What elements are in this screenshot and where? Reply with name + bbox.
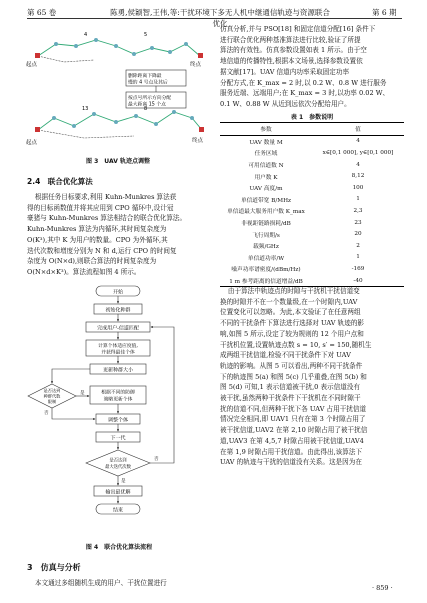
table-cell: 20 xyxy=(354,231,362,238)
s24-line: 豪猪与 Kuhn-Munkres 算法相结合的联合优化算法。 xyxy=(27,214,187,223)
fig3-d1-bottom: 13 xyxy=(82,106,89,112)
fig3-d1-top: 4 xyxy=(84,32,88,38)
rb-line: 下的轨迹图 5(a) 和图 5(c) 几乎重叠,在图 5(b) 和 xyxy=(220,372,367,381)
rb-line: 不同的干扰条件下算法进行选择对 UAV 轨迹的影 xyxy=(220,319,365,328)
fc-no2-label: 否 xyxy=(154,457,159,462)
table-1 xyxy=(220,122,404,287)
fig3-d2-bottom: 8 xyxy=(144,106,148,112)
table-cell: 23 xyxy=(354,219,362,226)
table-cell: 2 xyxy=(356,242,360,249)
rt-line: 服务近端、远端用户;在 K_max = 3 时,以功率 0.02 W、 xyxy=(220,89,390,98)
rb-line: 道,UAV3 在第 4,5,7 时隙占用被干扰信道,UAV4 xyxy=(220,436,364,445)
section-2-4-heading: 2.4 联合优化算法 xyxy=(27,177,93,186)
table-cell: x∈[0,1 000], y∈[0,1 000] xyxy=(322,149,394,156)
table-cell: 飞行周期/s xyxy=(252,232,280,239)
fc-end: 结束 xyxy=(112,507,124,514)
right-bottom-paragraph xyxy=(220,286,404,468)
section-3-heading: 3 仿真与分析 xyxy=(27,563,81,572)
rt-line: 分配方式,在 K_max = 2 时,以 0.2 W、0.8 W 进行服务 xyxy=(220,78,387,87)
table-row xyxy=(220,182,404,194)
fig3-end-bottom: 终点 xyxy=(192,138,204,144)
s24-line: Kuhn-Munkres 算法为内循环,其时间复杂度为 xyxy=(27,225,167,234)
table-1-title: 表 1 参数说明 xyxy=(290,114,334,121)
fc-update2-line2: 策略更新个体 xyxy=(103,397,133,403)
table-row xyxy=(220,194,404,206)
s24-line: 杂度为 O(N×d),则联合算法的时间复杂度为 xyxy=(27,257,157,266)
figure-3 xyxy=(24,26,212,154)
fc-start: 开始 xyxy=(112,289,124,296)
figure-4-caption: 图 4 联合优化算法流程 xyxy=(85,544,153,551)
header-volume: 第 65 卷 xyxy=(27,8,57,17)
rb-line: 干扰机位置,设置轨迹点数 s = 10, s′ = 150,随机生 xyxy=(220,340,372,349)
fc-update: 更新种群大小 xyxy=(102,367,134,374)
rb-line: 被干扰,虽然两种干扰条件下干扰机在不同时隙干 xyxy=(220,394,361,403)
table-cell: 1 xyxy=(356,254,360,261)
section-2-4-paragraph xyxy=(27,192,213,278)
right-top-paragraph xyxy=(220,24,404,110)
table-cell: 载频/GHz xyxy=(253,244,279,251)
rb-line: 成两组干扰信道,检验不同干扰条件下对 UAV xyxy=(220,351,351,360)
rt-line: 仿真分析,并与 PSO[18] 和固定信道分配[16] 条件下 xyxy=(220,25,376,33)
fc-no-label: 否 xyxy=(44,411,49,416)
rb-line: 轨迹的影响。从图 5 可以看出,两种不同干扰条件 xyxy=(220,361,363,370)
table-row xyxy=(220,275,404,287)
fc-yes-label: 是 xyxy=(80,391,85,396)
fig3-start-bottom: 起点 xyxy=(26,140,38,146)
fc-decision2-line1: 是否达到 xyxy=(109,458,127,464)
table-cell: UAV 高度/m xyxy=(249,186,283,193)
rt-line: 0.1 W、0.88 W 从近到远依次分配给用户。 xyxy=(220,99,351,108)
rb-line: 图 5(d) 可知,1 表示信道被干扰,0 表示信道没有 xyxy=(220,383,361,392)
rb-line: 位置变化可以忽略。为此,本文验证了在任意两组 xyxy=(220,308,361,317)
table-cell: -40 xyxy=(312,275,404,287)
rb-line: 在第 1,9 时隙占用干扰信道。由此得出,该算法下 xyxy=(220,447,363,456)
table-header: 参数 xyxy=(220,123,312,136)
rb-line: 响,如图 5 所示,设定了较为规则的 12 个用户点和 xyxy=(220,329,364,338)
table-cell: -169 xyxy=(351,265,365,272)
table-cell: 单信道功率/W xyxy=(247,255,285,262)
header-title: 陈勇,侯颖智,王伟,等:干扰环境下多无人机中继通信轨迹与资源联合优化 xyxy=(110,8,330,28)
fig3-d2-top: 5 xyxy=(144,32,148,38)
table-cell: 任务区域 xyxy=(254,151,278,158)
fc-compute-line1: 计算个体适应度值, xyxy=(98,344,138,349)
table-row xyxy=(220,147,404,159)
table-cell: 4 xyxy=(356,161,360,168)
fig3-box1-line1: 删除距离下降最 xyxy=(128,74,162,79)
section-3-intro: 本文通过多组随机生成的用户、干扰位置进行 xyxy=(34,579,167,587)
table-row xyxy=(220,170,404,182)
table-cell: 4 xyxy=(356,138,360,145)
table-cell: 单信道最大服务用户数 K_max xyxy=(227,209,305,216)
table-header: 值 xyxy=(312,123,404,136)
table-row xyxy=(220,240,404,252)
s24-line: O(N×d×K³)。算法流程如图 4 所示。 xyxy=(27,267,141,276)
table-row xyxy=(220,252,404,264)
rb-line: 换的时隙并不在一个数量级,在一个时隙内,UAV xyxy=(220,297,358,306)
table-cell: 1 xyxy=(356,196,360,203)
fc-adjust: 调整个体 xyxy=(107,417,129,424)
fc-assign: 完成用户-信道匹配 xyxy=(97,325,139,332)
figure-4-flowchart xyxy=(24,282,214,538)
s24-line: O(K³),其中 K 为用户的数量。CPO 为外循环,其 xyxy=(27,235,168,244)
table-cell: 单信道带宽 B/MHz xyxy=(240,197,292,204)
table-row xyxy=(220,205,404,217)
rb-line: UAV 的轨迹与干扰的信道没有关系。这是因为在 xyxy=(220,458,362,467)
table-cell: 非视距链路损耗/dB xyxy=(241,221,291,228)
table-cell: 8,12 xyxy=(351,173,365,180)
table-cell: 100 xyxy=(352,184,364,191)
fc-decision1-line3: 限制 xyxy=(47,399,57,404)
page-number: · 859 · xyxy=(372,584,393,592)
table-row xyxy=(220,263,404,275)
table-cell: 2,3 xyxy=(353,207,363,214)
header-issue: 第 6 期 xyxy=(372,8,397,17)
table-row xyxy=(220,217,404,229)
fc-decision1-line1: 是否达到 xyxy=(43,388,61,393)
fig3-box2-line2: 最大距离 15 个点 xyxy=(128,102,166,108)
fc-compute-line2: 并获得最佳个体 xyxy=(101,350,135,356)
rt-line: 进行联合优化两种基准算法进行比较,验证了所提 xyxy=(220,35,361,44)
s24-line: 根据任务目标要求,利用 Kuhn-Munkres 算法获 xyxy=(34,193,177,201)
table-row xyxy=(220,135,404,147)
rt-line: 算法的有效性。仿真参数设置如表 1 所示。由于空 xyxy=(220,46,367,55)
rt-line: 地信道的传播特性,根据本文场景,选择参数设置依 xyxy=(220,57,363,66)
fc-init: 初始化种群 xyxy=(105,307,131,314)
fc-output: 输出最优解 xyxy=(105,489,131,496)
rt-line: 据文献[17]。UAV 信道内功率采取固定功率 xyxy=(220,67,350,76)
fig3-end-top: 终点 xyxy=(190,62,202,68)
fc-decision1-line2: 种群代数 xyxy=(43,393,61,399)
s24-line: 迭代次数和增度分别为 N 和 d,运行 CPO 的时间复 xyxy=(27,246,177,255)
rb-line: 扰的信道不同,但两种干扰下各 UAV 占用干扰信道 xyxy=(220,404,367,413)
table-cell: UAV 数量 M xyxy=(249,139,283,146)
table-cell: 用户数 K xyxy=(254,174,278,181)
table-row xyxy=(220,159,404,171)
fc-update2-line1: 根据不同的防御 xyxy=(101,390,135,396)
s24-line: 得的目标函数值并将其应用到 CPO 循环中,设计冠 xyxy=(27,203,174,212)
rb-line: 情况完全相同,即 UAV1 只有在第 3 个时隙占用了 xyxy=(220,415,366,424)
figure-3-caption: 图 3 UAV 轨迹点调整 xyxy=(86,158,150,165)
table-cell: 可用信道数 N xyxy=(248,163,284,170)
rb-line: 被干扰信道,UAV2 在第 2,10 时隙占用了被干扰信 xyxy=(220,426,368,435)
rb-line: 由于算法中轨迹点的时隙与干扰机干扰信道变 xyxy=(227,287,360,295)
fc-decision2-line2: 最大迭代次数 xyxy=(105,465,131,470)
table-cell: 1 m 参考距离的信道增益/dB xyxy=(220,275,312,287)
fc-yes2-label: 是 xyxy=(121,479,126,484)
header-rule xyxy=(27,18,402,19)
table-row xyxy=(220,228,404,240)
fc-next: 下一代 xyxy=(110,435,126,442)
fig3-box2-line1: 按点号所示方向分配 xyxy=(128,96,172,101)
fig3-box1-line2: 慢的 4 号点及其后 xyxy=(128,80,168,86)
fig3-start-top: 起点 xyxy=(26,62,38,68)
table-cell: 噪声功率谱密度/(dBm/Hz) xyxy=(231,267,301,274)
